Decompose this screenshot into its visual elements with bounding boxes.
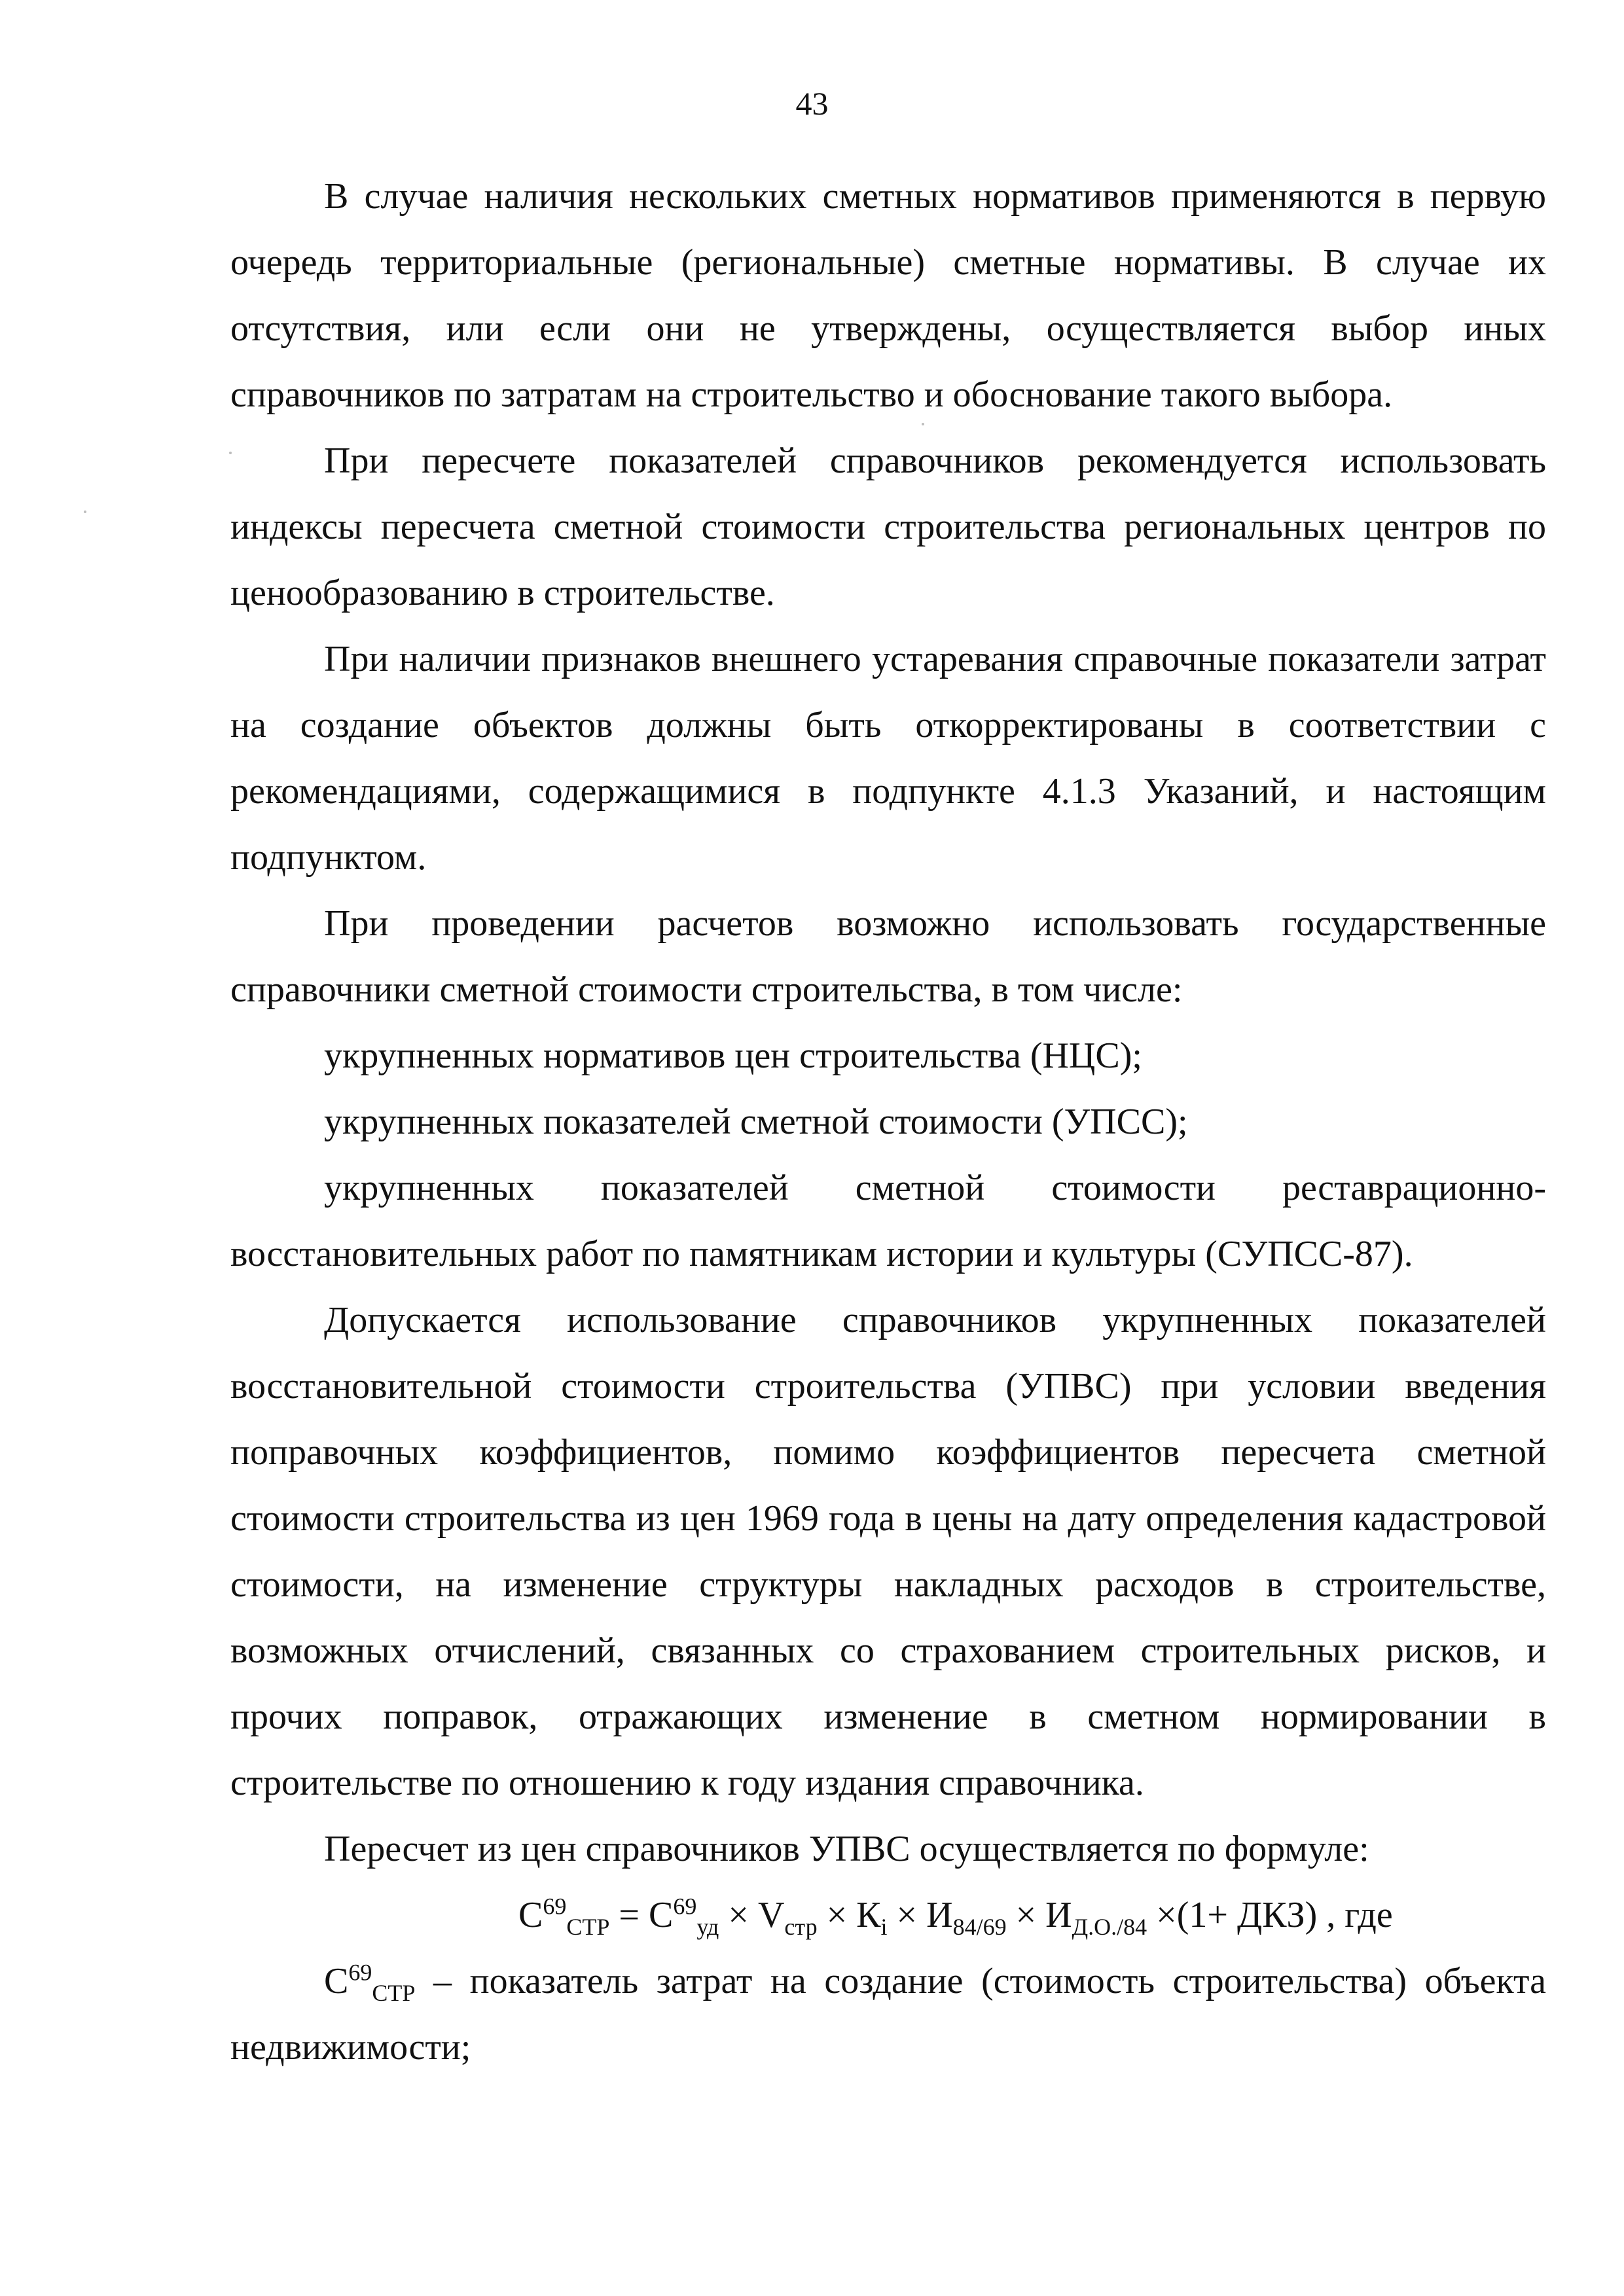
scan-speck xyxy=(84,511,86,513)
scan-speck xyxy=(229,452,232,454)
formula-k: × К xyxy=(817,1895,881,1935)
paragraph-3: При наличии признаков внешнего устаревания справочные показатели затрат на создание объектов должны быть откорректированы в соответствии с рекомендациями, содержащимися в подпункте 4.1.3 Указаний, и настоящим подпунктом. xyxy=(230,639,1546,878)
scan-speck xyxy=(922,423,924,425)
definition-c69 xyxy=(230,1948,1546,2081)
definition-text: – показатель затрат на создание (стоимость строительства) объекта недвижимости; xyxy=(230,1961,1546,2068)
formula-c-sup: 69 xyxy=(543,1893,567,1920)
formula-i1: × И xyxy=(887,1895,953,1935)
paragraph-1: В случае наличия нескольких сметных нормативов применяются в первую очередь территориальные (региональные) сметные нормативы. В случае их отсутствия, или если они не утверждены, осуществляется выбор иных справочников по затратам на строительство и обоснование такого выбора. xyxy=(230,176,1546,415)
formula-c: С xyxy=(518,1895,543,1935)
paragraph-2: При пересчете показателей справочников рекомендуется использовать индексы пересчета сметной стоимости строительства региональных центров по ценообразованию в строительстве. xyxy=(230,440,1546,613)
page-number: 43 xyxy=(795,85,829,122)
formula-eq: = С xyxy=(609,1895,674,1935)
formula-i2: × И xyxy=(1006,1895,1072,1935)
list-item-ncs: укрупненных нормативов цен строительства (НЦС); xyxy=(324,1035,1142,1076)
formula xyxy=(230,1882,1546,1948)
formula-tail: ×(1+ ДКЗ) , где xyxy=(1147,1895,1393,1935)
formula-i1-sub: 84/69 xyxy=(952,1914,1007,1941)
formula-c2-sup: 69 xyxy=(673,1893,697,1920)
definition-symbol-sub: СТР xyxy=(372,1980,416,2007)
formula-c2-sub: уд xyxy=(696,1914,719,1941)
formula-i2-sub: Д.О./84 xyxy=(1072,1914,1147,1941)
definition-symbol-sup: 69 xyxy=(348,1959,372,1986)
formula-v: × V xyxy=(719,1895,785,1935)
formula-v-sub: стр xyxy=(784,1914,818,1941)
list-item-supss: укрупненных показателей сметной стоимости реставрационно-восстановительных работ по памятникам истории и культуры (СУПСС-87). xyxy=(230,1168,1546,1274)
paragraph-5: Допускается использование справочников укрупненных показателей восстановительной стоимости строительства (УПВС) при условии введения поправочных коэффициентов, помимо коэффициентов пересчета сметной стоимости строительства из цен 1969 года в цены на дату определения кадастровой стоимости, на изменение структуры накладных расходов в строительстве, возможных отчислений, связанных со страхованием строительных рисков, и прочих поправок, отражающих изменение в сметном нормировании в строительстве по отношению к году издания справочника. xyxy=(230,1300,1546,1803)
definition-symbol: С xyxy=(324,1961,349,2001)
formula-c-sub: СТР xyxy=(566,1914,610,1941)
list-item-upss: укрупненных показателей сметной стоимости (УПСС); xyxy=(324,1102,1188,1142)
paragraph-4: При проведении расчетов возможно использовать государственные справочники сметной стоимости строительства, в том числе: xyxy=(230,903,1546,1010)
document-body xyxy=(230,164,1546,2081)
paragraph-6: Пересчет из цен справочников УПВС осуществляется по формуле: xyxy=(324,1829,1369,1869)
formula-k-sub: i xyxy=(880,1914,888,1941)
